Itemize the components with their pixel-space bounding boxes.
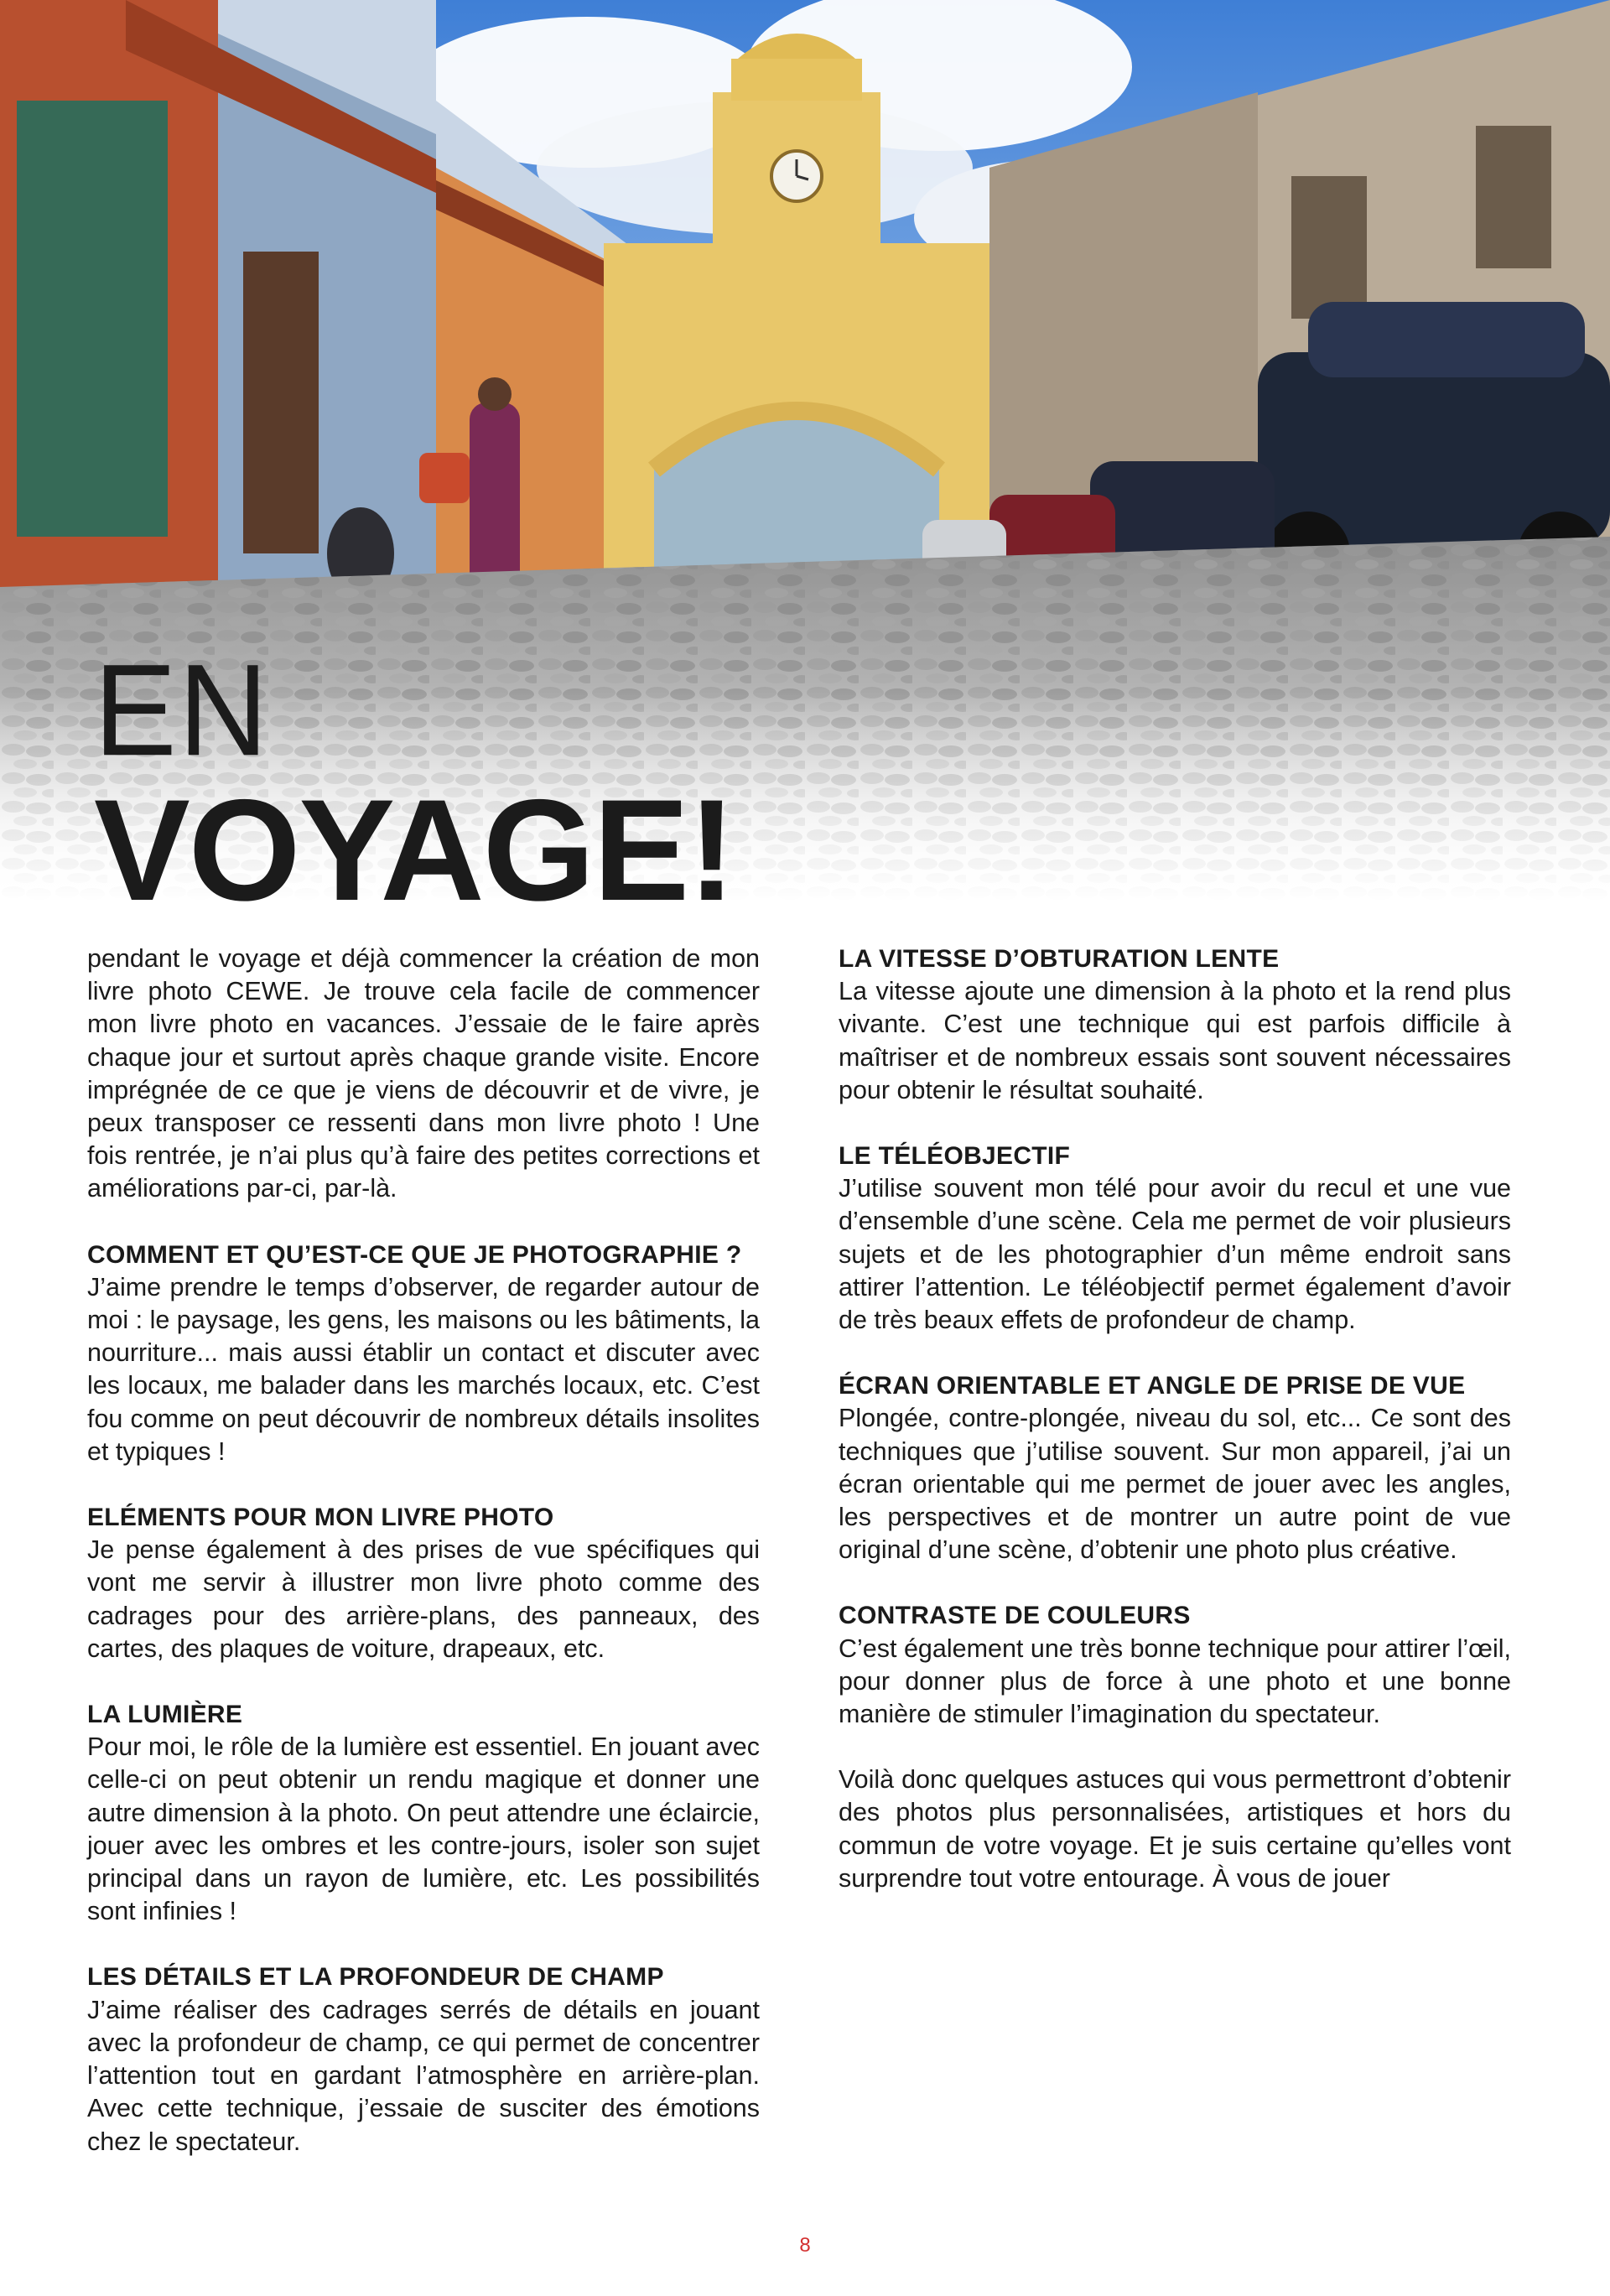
section-body: Plongée, contre-plongée, niveau du sol, etc... Ce sont des techniques que j’utilise souvent. Sur mon appareil, j’ai un écran orientable qui me permet de jouer avec les angles, les perspectives et de montrer un autre point de vue original d’une scène, d’obtenir une photo plus créative.	[839, 1404, 1511, 1565]
section-heading: LE TÉLÉOBJECTIF	[839, 1142, 1071, 1171]
section-heading: LA LUMIÈRE	[87, 1701, 243, 1729]
section-body: Je pense également à des prises de vue spécifiques qui vont me servir à illustrer mon livre photo comme des cadrages pour des arrière-plans, des panneaux, des cartes, des plaques de voiture, drapeaux, etc.	[87, 1535, 760, 1663]
section-heading: ÉCRAN ORIENTABLE ET ANGLE DE PRISE DE VUE	[839, 1372, 1466, 1400]
section-body: C’est également une très bonne technique pour attirer l’œil, pour donner plus de force à une photo et une bonne manière de stimuler l’imagination du spectateur.	[839, 1634, 1511, 1729]
section-body: J’aime réaliser des cadrages serrés de détails en jouant avec la profondeur de champ, ce qui permet de concentrer l’attention tout en gardant l’atmosphère en arrière-plan. Avec cette technique, j’essaie de susciter des émotions chez le spectateur.	[87, 1995, 760, 2156]
section-heading: COMMENT ET QU’EST-CE QUE JE PHOTOGRAPHIE ?	[87, 1240, 742, 1269]
title-line-2: VOYAGE!	[94, 770, 735, 901]
section-heading: ELÉMENTS POUR MON LIVRE PHOTO	[87, 1504, 554, 1532]
closing-paragraph: Voilà donc quelques astuces qui vous permettront d’obtenir des photos plus personnalisées, artistiques et hors du commun de votre voyage. Et je suis certaine qu’elles vont surprendre tout votre entourage. À vous de jouer	[839, 1765, 1511, 1893]
section-body: Pour moi, le rôle de la lumière est essentiel. En jouant avec celle-ci on peut obtenir un rendu magique et donner une autre dimension à la photo. On peut attendre une éclaircie, jouer avec les ombres et les contre-jours, isoler son sujet principal dans un rayon de lumière, etc. Les possibilités sont infinies !	[87, 1732, 760, 1926]
section-heading: LA VITESSE D’OBTURATION LENTE	[839, 945, 1280, 973]
page-title	[94, 637, 735, 901]
section-heading: CONTRASTE DE COULEURS	[839, 1602, 1191, 1630]
hero-photo	[0, 0, 1610, 901]
page-number: 8	[799, 2234, 811, 2257]
right-column	[839, 943, 1511, 1895]
section-body: La vitesse ajoute une dimension à la photo et la rend plus vivante. C’est une technique qui est parfois difficile à maîtriser et de nombreux essais sont souvent nécessaires pour obtenir le résultat souhaité.	[839, 977, 1511, 1104]
section-heading: LES DÉTAILS ET LA PROFONDEUR DE CHAMP	[87, 1963, 664, 1992]
intro-paragraph: pendant le voyage et déjà commencer la création de mon livre photo CEWE. Je trouve cela facile de commencer mon livre photo en vacances. J’essaie de le faire après chaque jour et surtout après chaque grande visite. Encore imprégnée de ce que je viens de découvrir et de vivre, je peux transposer ce ressenti dans mon livre photo ! Une fois rentrée, je n’ai plus qu’à faire des petites corrections et améliorations par-ci, par-là.	[87, 944, 760, 1203]
title-line-1: EN	[94, 637, 270, 783]
section-body: J’utilise souvent mon télé pour avoir du recul et une vue d’ensemble d’une scène. Cela me permet de voir plusieurs sujets et de les photographier d’un même endroit sans attirer l’attention. Le téléobjectif permet également d’avoir de très beaux effets de profondeur de champ.	[839, 1174, 1511, 1335]
left-column	[87, 943, 760, 2158]
section-body: J’aime prendre le temps d’observer, de regarder autour de moi : le paysage, les gens, les maisons ou les bâtiments, la nourriture... mais aussi établir un contact et discuter avec les locaux, me balader dans les marchés locaux, etc. C’est fou comme on peut découvrir de nombreux détails insolites et typiques !	[87, 1272, 760, 1466]
